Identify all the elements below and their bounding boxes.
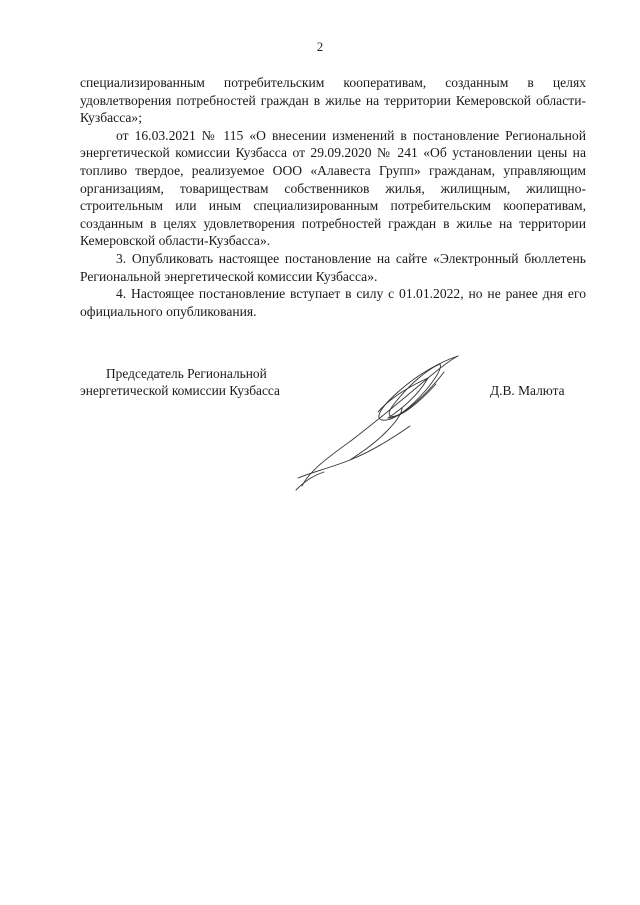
paragraph-item-3: 3. Опубликовать настоящее постановление на сайте «Электронный бюллетень Региональной энергетической комиссии Кузбасса». [80, 250, 586, 284]
signatory-name: Д.В. Малюта [490, 383, 565, 398]
page-number: 2 [316, 40, 324, 54]
handwritten-signature [290, 348, 470, 498]
document-body [80, 74, 586, 320]
paragraph-amendment-115: от 16.03.2021 № 115 «О внесении изменений в постановление Региональной энергетической комиссии Кузбасса от 29.09.2020 № 241 «Об установлении цены на топливо твердое, реализуемое ООО «Алавеста Групп» гражданам, управляющим организациям, товариществам собственников жилья, жилищным, жилищно-строительным или иным специализированным потребительским кооперативам, созданным в целях удовлетворения потребностей граждан в жилье на территории Кемеровской области-Кузбасса». [80, 127, 586, 249]
paragraph-continuation: специализированным потребительским кооперативам, созданным в целях удовлетворения потребностей граждан в жилье на территории Кемеровской области-Кузбасса»; [80, 75, 586, 126]
signatory-title [80, 365, 280, 400]
signatory-title-line-2: энергетической комиссии Кузбасса [80, 383, 280, 399]
signatory-title-line-1: Председатель Региональной [106, 366, 267, 381]
paragraph-item-4: 4. Настоящее постановление вступает в силу с 01.01.2022, но не ранее дня его официального опубликования. [80, 286, 586, 319]
